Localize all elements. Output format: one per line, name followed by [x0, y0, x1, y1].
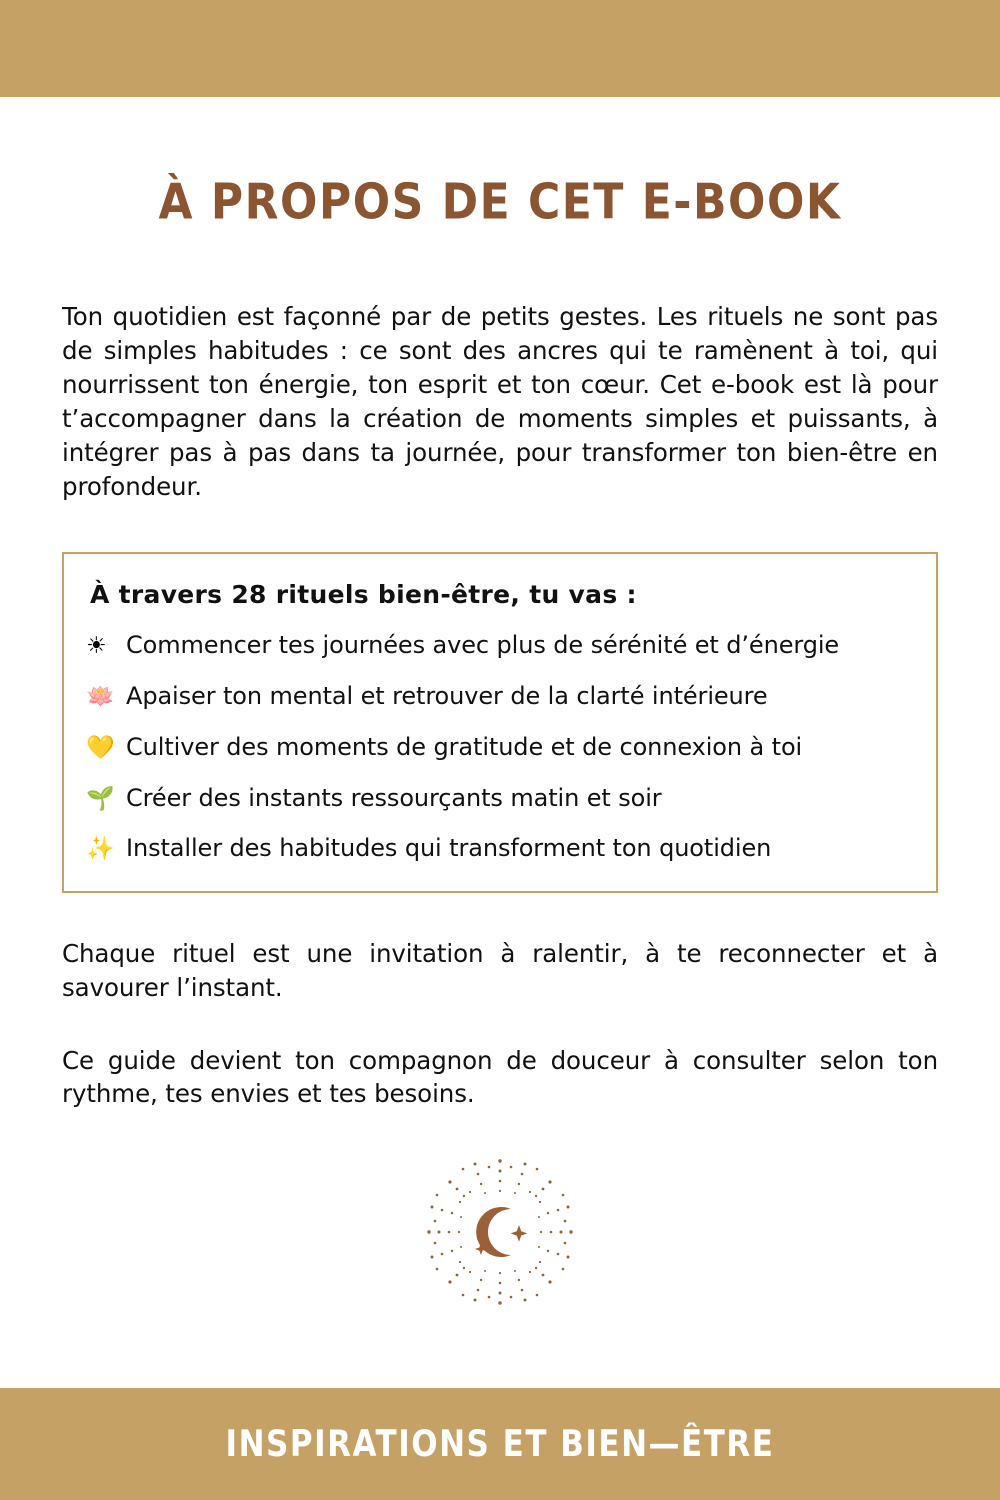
page-content — [0, 97, 1000, 1388]
sparkles-icon: ✨ — [86, 836, 115, 863]
list-item — [86, 834, 912, 863]
yellow-heart-icon: 💛 — [86, 734, 115, 761]
list-item — [86, 784, 912, 813]
list-item-label: Apaiser ton mental et retrouver de la clarté intérieure — [126, 682, 768, 711]
footer-band — [0, 1388, 1000, 1500]
page-title: À PROPOS DE CET E-BOOK — [158, 173, 842, 232]
top-color-band — [0, 0, 1000, 97]
list-item-label: Créer des instants ressourçants matin et soir — [126, 783, 662, 812]
lotus-icon: 🪷 — [86, 684, 115, 711]
sun-icon: ☀ — [86, 633, 107, 660]
benefits-list — [86, 631, 912, 863]
footer-label: INSPIRATIONS ET BIEN—ÊTRE — [225, 1422, 775, 1466]
list-item-label: Cultiver des moments de gratitude et de connexion à toi — [126, 732, 803, 761]
highlight-box-heading: À travers 28 rituels bien-être, tu vas : — [90, 580, 637, 610]
list-item-label: Commencer tes journées avec plus de sérénité et d’énergie — [126, 631, 840, 660]
moon-starburst-ornament — [62, 1147, 938, 1317]
closing-paragraph-1: Chaque rituel est une invitation à ralentir, à te reconnecter et à savourer l’instant. — [62, 939, 938, 1002]
list-item — [86, 682, 912, 711]
list-item — [86, 733, 912, 762]
highlight-box — [62, 552, 938, 893]
closing-paragraph-2: Ce guide devient ton compagnon de douceur à consulter selon ton rythme, tes envies et tes besoins. — [62, 1045, 938, 1109]
list-item-label: Installer des habitudes qui transforment ton quotidien — [126, 834, 772, 863]
seedling-icon: 🌱 — [86, 785, 115, 812]
intro-paragraph: Ton quotidien est façonné par de petits gestes. Les rituels ne sont pas de simples habitudes : ce sont des ancres qui te ramènent à toi, qui nourrissent ton énergie, ton esprit et ton cœur. Cet e-book est là pour t’accompagner dans la création de moments simples et puissants, à intégrer pas à pas dans ta journée, pour transformer ton bien-être en profondeur. — [62, 302, 938, 502]
list-item — [86, 631, 912, 660]
